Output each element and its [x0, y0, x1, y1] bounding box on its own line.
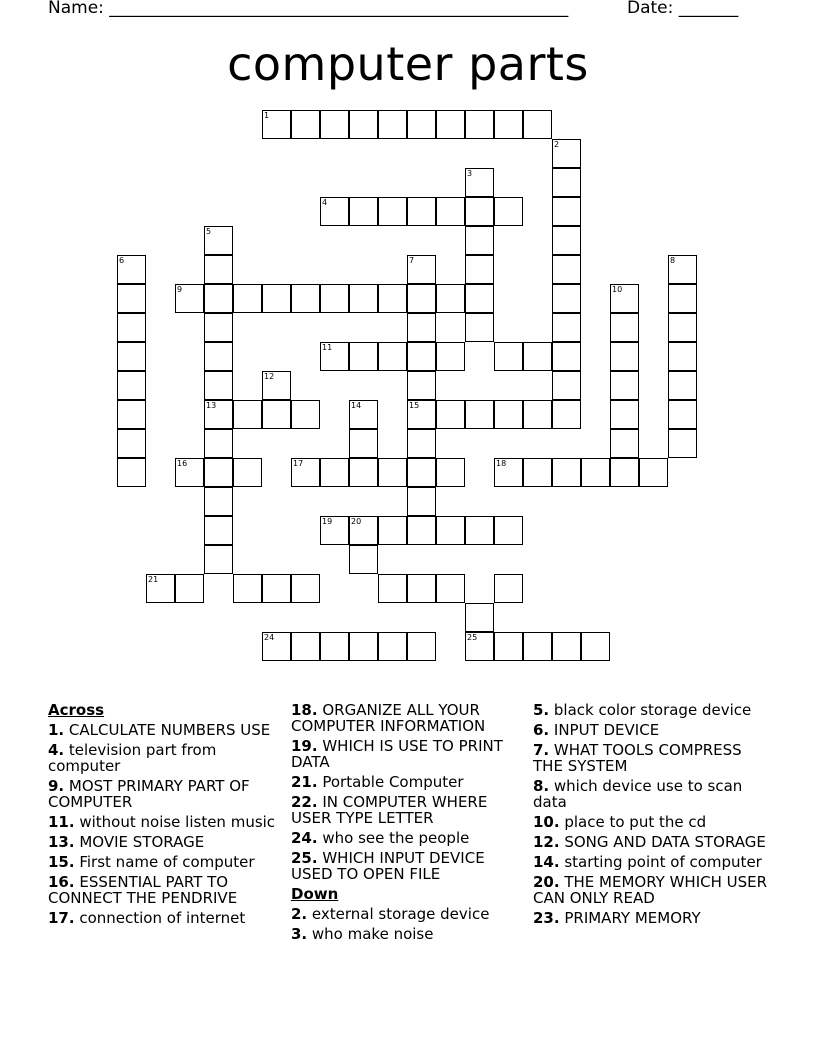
- clue-number-21: 21: [148, 575, 159, 584]
- clue-number-5: 5: [206, 227, 212, 236]
- clue-item: [533, 834, 773, 850]
- crossword-cell[interactable]: [436, 284, 465, 313]
- crossword-cell[interactable]: [146, 574, 175, 603]
- crossword-cell[interactable]: [494, 197, 523, 226]
- clue-number-25: 25: [467, 633, 478, 642]
- crossword-cell[interactable]: [204, 284, 233, 313]
- crossword-cell[interactable]: [523, 342, 552, 371]
- crossword-cell[interactable]: [407, 284, 436, 313]
- clue-item-text: WHAT TOOLS COMPRESS THE SYSTEM: [533, 741, 742, 775]
- clue-item-text: who make noise: [307, 925, 434, 943]
- clue-item-text: without noise listen music: [74, 813, 276, 831]
- clue-item-number: 10.: [533, 813, 560, 831]
- crossword-cell[interactable]: [436, 110, 465, 139]
- crossword-cell[interactable]: [523, 110, 552, 139]
- clue-number-4: 4: [322, 198, 328, 207]
- clue-item-number: 2.: [291, 905, 308, 923]
- clue-number-17: 17: [293, 459, 304, 468]
- clue-item-number: 7.: [533, 741, 550, 759]
- clue-item-text: black color storage device: [549, 701, 752, 719]
- clue-item-text: ESSENTIAL PART TO CONNECT THE PENDRIVE: [48, 873, 238, 907]
- crossword-cell[interactable]: [233, 458, 262, 487]
- clue-item-number: 5.: [533, 701, 550, 719]
- crossword-cell[interactable]: [204, 313, 233, 342]
- clue-item: [48, 814, 280, 830]
- clue-item: [48, 722, 280, 738]
- clue-item-number: 6.: [533, 721, 550, 739]
- crossword-cell[interactable]: [407, 313, 436, 342]
- clue-item-text: IN COMPUTER WHERE USER TYPE LETTER: [291, 793, 488, 827]
- clue-item: [48, 834, 280, 850]
- clue-item-number: 17.: [48, 909, 75, 927]
- crossword-cell[interactable]: [175, 284, 204, 313]
- crossword-cell[interactable]: [610, 400, 639, 429]
- crossword-cell[interactable]: [407, 342, 436, 371]
- crossword-cell[interactable]: [291, 284, 320, 313]
- crossword-cell[interactable]: [610, 342, 639, 371]
- crossword-cell[interactable]: [407, 429, 436, 458]
- crossword-cell[interactable]: [668, 284, 697, 313]
- clue-item-text: THE MEMORY WHICH USER CAN ONLY READ: [533, 873, 768, 907]
- clue-item: [291, 850, 523, 882]
- crossword-cell[interactable]: [581, 458, 610, 487]
- crossword-cell[interactable]: [204, 458, 233, 487]
- clue-item-number: 4.: [48, 741, 65, 759]
- crossword-cell[interactable]: [465, 632, 494, 661]
- crossword-cell[interactable]: [349, 400, 378, 429]
- crossword-cell[interactable]: [378, 342, 407, 371]
- crossword-cell[interactable]: [378, 197, 407, 226]
- clue-item-text: starting point of computer: [559, 853, 762, 871]
- clue-item-text: MOST PRIMARY PART OF COMPUTER: [48, 777, 250, 811]
- clue-number-3: 3: [467, 169, 473, 178]
- crossword-cell[interactable]: [436, 516, 465, 545]
- crossword-cell[interactable]: [610, 429, 639, 458]
- clue-item-text: ORGANIZE ALL YOUR COMPUTER INFORMATION: [291, 701, 486, 735]
- clue-item: [533, 778, 773, 810]
- crossword-cell[interactable]: [552, 139, 581, 168]
- crossword-cell[interactable]: [175, 574, 204, 603]
- crossword-cell[interactable]: [436, 400, 465, 429]
- clue-number-20: 20: [351, 517, 362, 526]
- crossword-cell[interactable]: [291, 400, 320, 429]
- crossword-cell[interactable]: [117, 313, 146, 342]
- crossword-cell[interactable]: [117, 284, 146, 313]
- crossword-cell[interactable]: [407, 255, 436, 284]
- crossword-cell[interactable]: [204, 487, 233, 516]
- crossword-cell[interactable]: [291, 110, 320, 139]
- crossword-cell[interactable]: [465, 168, 494, 197]
- clue-number-6: 6: [119, 256, 125, 265]
- clue-item-number: 12.: [533, 833, 560, 851]
- crossword-cell[interactable]: [436, 574, 465, 603]
- clue-item-text: SONG AND DATA STORAGE: [559, 833, 766, 851]
- page-title: computer parts: [227, 37, 589, 91]
- crossword-cell[interactable]: [378, 110, 407, 139]
- clue-number-12: 12: [264, 372, 275, 381]
- crossword-cell[interactable]: [668, 371, 697, 400]
- crossword-cell[interactable]: [117, 400, 146, 429]
- crossword-cell[interactable]: [523, 400, 552, 429]
- crossword-cell[interactable]: [262, 371, 291, 400]
- clue-item-text: CALCULATE NUMBERS USE: [64, 721, 271, 739]
- crossword-cell[interactable]: [378, 458, 407, 487]
- clue-number-24: 24: [264, 633, 275, 642]
- clue-item-number: 25.: [291, 849, 318, 867]
- crossword-cell[interactable]: [291, 458, 320, 487]
- clue-item-number: 11.: [48, 813, 75, 831]
- clue-number-8: 8: [670, 256, 676, 265]
- clue-number-9: 9: [177, 285, 183, 294]
- clue-item-number: 14.: [533, 853, 560, 871]
- crossword-cell[interactable]: [465, 400, 494, 429]
- clue-item-number: 22.: [291, 793, 318, 811]
- clue-item-text: who see the people: [317, 829, 470, 847]
- crossword-cell[interactable]: [552, 255, 581, 284]
- crossword-cell[interactable]: [552, 632, 581, 661]
- crossword-cell[interactable]: [320, 284, 349, 313]
- crossword-cell[interactable]: [552, 284, 581, 313]
- clue-item: [533, 722, 773, 738]
- crossword-cell[interactable]: [436, 197, 465, 226]
- crossword-cell[interactable]: [494, 110, 523, 139]
- clue-number-13: 13: [206, 401, 217, 410]
- clue-item: [291, 794, 523, 826]
- clue-item-text: MOVIE STORAGE: [74, 833, 205, 851]
- crossword-cell[interactable]: [349, 516, 378, 545]
- crossword-cell[interactable]: [204, 516, 233, 545]
- crossword-cell[interactable]: [465, 284, 494, 313]
- date-field-label: Date: _______: [627, 0, 739, 18]
- crossword-cell[interactable]: [233, 400, 262, 429]
- crossword-cell[interactable]: [552, 400, 581, 429]
- crossword-cell[interactable]: [494, 400, 523, 429]
- clue-number-18: 18: [496, 459, 507, 468]
- crossword-cell[interactable]: [494, 458, 523, 487]
- crossword-cell[interactable]: [262, 400, 291, 429]
- clue-item: [291, 738, 523, 770]
- crossword-cell[interactable]: [378, 574, 407, 603]
- crossword-cell[interactable]: [610, 284, 639, 313]
- clue-number-1: 1: [264, 111, 270, 120]
- crossword-cell[interactable]: [407, 197, 436, 226]
- crossword-cell[interactable]: [233, 574, 262, 603]
- clue-item-text: PRIMARY MEMORY: [559, 909, 701, 927]
- crossword-cell[interactable]: [494, 342, 523, 371]
- crossword-cell[interactable]: [378, 516, 407, 545]
- clue-item-number: 16.: [48, 873, 75, 891]
- crossword-cell[interactable]: [349, 110, 378, 139]
- crossword-cell[interactable]: [465, 313, 494, 342]
- crossword-cell[interactable]: [465, 226, 494, 255]
- clues-column-1: [48, 702, 280, 930]
- crossword-cell[interactable]: [552, 342, 581, 371]
- crossword-cell[interactable]: [291, 632, 320, 661]
- crossword-cell[interactable]: [407, 458, 436, 487]
- clue-number-14: 14: [351, 401, 362, 410]
- crossword-cell[interactable]: [436, 458, 465, 487]
- clue-item: [533, 874, 773, 906]
- clue-item-number: 3.: [291, 925, 308, 943]
- crossword-cell[interactable]: [552, 313, 581, 342]
- clue-item: [291, 774, 523, 790]
- crossword-cell[interactable]: [407, 574, 436, 603]
- crossword-cell[interactable]: [262, 632, 291, 661]
- crossword-cell[interactable]: [175, 458, 204, 487]
- crossword-cell[interactable]: [494, 574, 523, 603]
- clue-item-number: 20.: [533, 873, 560, 891]
- crossword-cell[interactable]: [639, 458, 668, 487]
- clue-item: [48, 742, 280, 774]
- crossword-cell[interactable]: [204, 342, 233, 371]
- crossword-cell[interactable]: [465, 603, 494, 632]
- crossword-cell[interactable]: [668, 313, 697, 342]
- crossword-cell[interactable]: [117, 255, 146, 284]
- name-field-label: Name: ______________________________________________________: [48, 0, 569, 18]
- crossword-cell[interactable]: [581, 632, 610, 661]
- clue-number-7: 7: [409, 256, 415, 265]
- clue-number-11: 11: [322, 343, 333, 352]
- clue-item-text: INPUT DEVICE: [549, 721, 660, 739]
- crossword-cell[interactable]: [320, 342, 349, 371]
- crossword-cell[interactable]: [552, 226, 581, 255]
- clue-item: [533, 910, 773, 926]
- crossword-cell[interactable]: [262, 110, 291, 139]
- clue-item: [48, 874, 280, 906]
- clue-number-16: 16: [177, 459, 188, 468]
- crossword-cell[interactable]: [378, 284, 407, 313]
- crossword-cell[interactable]: [117, 371, 146, 400]
- clue-item: [48, 910, 280, 926]
- crossword-cell[interactable]: [320, 110, 349, 139]
- clue-item-number: 15.: [48, 853, 75, 871]
- crossword-cell[interactable]: [407, 400, 436, 429]
- crossword-cell[interactable]: [465, 255, 494, 284]
- clues-column-2: [291, 702, 523, 946]
- clue-item-text: place to put the cd: [559, 813, 707, 831]
- crossword-cell[interactable]: [552, 168, 581, 197]
- clue-item-number: 23.: [533, 909, 560, 927]
- crossword-cell[interactable]: [407, 487, 436, 516]
- crossword-cell[interactable]: [494, 516, 523, 545]
- clue-item-number: 8.: [533, 777, 550, 795]
- clue-item-number: 19.: [291, 737, 318, 755]
- crossword-cell[interactable]: [204, 429, 233, 458]
- clue-item-text: Portable Computer: [317, 773, 464, 791]
- crossword-cell[interactable]: [465, 516, 494, 545]
- clue-item: [533, 814, 773, 830]
- crossword-cell[interactable]: [552, 458, 581, 487]
- clue-number-10: 10: [612, 285, 623, 294]
- clue-item: [48, 778, 280, 810]
- clue-item-number: 18.: [291, 701, 318, 719]
- crossword-cell[interactable]: [320, 197, 349, 226]
- crossword-cell[interactable]: [349, 545, 378, 574]
- clue-number-15: 15: [409, 401, 420, 410]
- clue-item-text: external storage device: [307, 905, 490, 923]
- crossword-cell[interactable]: [349, 284, 378, 313]
- clue-item: [533, 702, 773, 718]
- clue-item: [291, 906, 523, 922]
- crossword-cell[interactable]: [117, 458, 146, 487]
- crossword-cell[interactable]: [204, 226, 233, 255]
- clue-number-2: 2: [554, 140, 560, 149]
- across-heading: Across: [48, 701, 105, 719]
- crossword-cell[interactable]: [494, 632, 523, 661]
- crossword-cell[interactable]: [204, 255, 233, 284]
- crossword-cell[interactable]: [523, 458, 552, 487]
- crossword-cell[interactable]: [610, 371, 639, 400]
- crossword-cell[interactable]: [349, 429, 378, 458]
- crossword-cell[interactable]: [320, 516, 349, 545]
- clue-number-19: 19: [322, 517, 333, 526]
- crossword-cell[interactable]: [378, 632, 407, 661]
- clues-column-3: [533, 702, 773, 930]
- clue-item-number: 9.: [48, 777, 65, 795]
- crossword-cell[interactable]: [349, 342, 378, 371]
- crossword-cell[interactable]: [117, 429, 146, 458]
- crossword-cell[interactable]: [668, 400, 697, 429]
- clue-item-text: First name of computer: [74, 853, 255, 871]
- clue-item-text: which device use to scan data: [533, 777, 743, 811]
- crossword-cell[interactable]: [552, 197, 581, 226]
- crossword-cell[interactable]: [668, 342, 697, 371]
- crossword-cell[interactable]: [407, 371, 436, 400]
- crossword-cell[interactable]: [262, 574, 291, 603]
- crossword-cell[interactable]: [204, 545, 233, 574]
- clue-item: [533, 742, 773, 774]
- crossword-cell[interactable]: [610, 313, 639, 342]
- crossword-cell[interactable]: [320, 632, 349, 661]
- clue-item: [48, 854, 280, 870]
- crossword-cell[interactable]: [349, 458, 378, 487]
- crossword-cell[interactable]: [668, 429, 697, 458]
- crossword-cell[interactable]: [349, 632, 378, 661]
- crossword-cell[interactable]: [233, 284, 262, 313]
- clue-item-number: 1.: [48, 721, 65, 739]
- crossword-cell[interactable]: [320, 458, 349, 487]
- crossword-cell[interactable]: [204, 371, 233, 400]
- clue-item-number: 24.: [291, 829, 318, 847]
- clue-item-number: 13.: [48, 833, 75, 851]
- crossword-cell[interactable]: [117, 342, 146, 371]
- clue-item-text: connection of internet: [74, 909, 246, 927]
- crossword-cell[interactable]: [204, 400, 233, 429]
- crossword-cell[interactable]: [407, 516, 436, 545]
- crossword-cell[interactable]: [523, 632, 552, 661]
- crossword-cell[interactable]: [291, 574, 320, 603]
- crossword-cell[interactable]: [349, 197, 378, 226]
- crossword-cell[interactable]: [407, 110, 436, 139]
- crossword-cell[interactable]: [465, 110, 494, 139]
- clue-item-number: 21.: [291, 773, 318, 791]
- crossword-cell[interactable]: [668, 255, 697, 284]
- clue-item: [291, 702, 523, 734]
- crossword-cell[interactable]: [552, 371, 581, 400]
- clue-item: [291, 830, 523, 846]
- crossword-cell[interactable]: [465, 197, 494, 226]
- clue-item-text: television part from computer: [48, 741, 217, 775]
- clue-item-text: WHICH IS USE TO PRINT DATA: [291, 737, 503, 771]
- crossword-cell[interactable]: [407, 632, 436, 661]
- clue-item-text: WHICH INPUT DEVICE USED TO OPEN FILE: [291, 849, 485, 883]
- clue-item: [533, 854, 773, 870]
- clue-item: [291, 926, 523, 942]
- crossword-cell[interactable]: [610, 458, 639, 487]
- crossword-cell[interactable]: [436, 342, 465, 371]
- down-heading: Down: [291, 885, 339, 903]
- crossword-cell[interactable]: [262, 284, 291, 313]
